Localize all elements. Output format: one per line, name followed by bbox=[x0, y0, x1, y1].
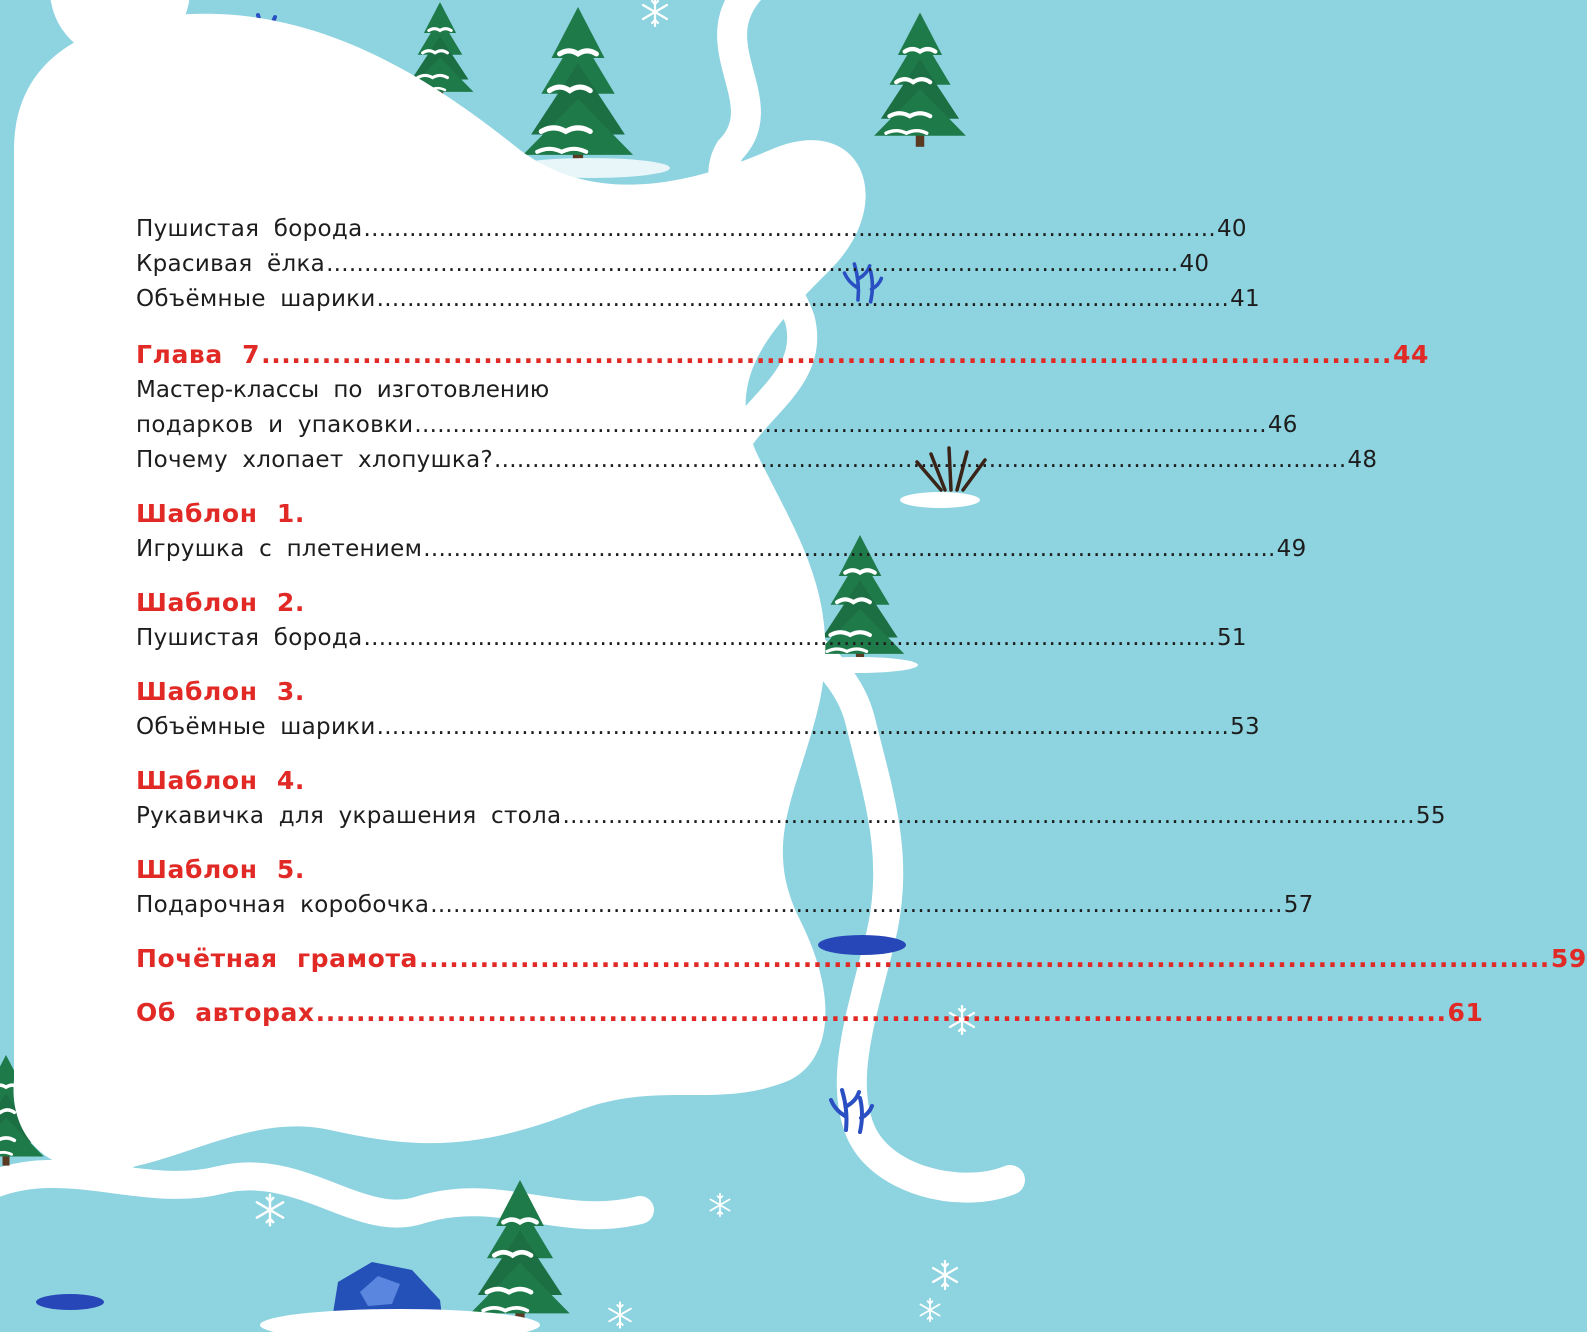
toc-leader-dots: ................................................................................................................ bbox=[261, 340, 1392, 369]
toc-entry-title: Игрушка с плетением bbox=[136, 536, 423, 562]
toc-page-number: 51 bbox=[1216, 625, 1247, 651]
toc-leader-dots: ................................................................................................................ bbox=[419, 944, 1550, 973]
toc-page-number: 44 bbox=[1392, 340, 1429, 369]
toc-page-number: 59 bbox=[1550, 944, 1587, 973]
toc-entry-title: Объёмные шарики bbox=[136, 714, 376, 740]
toc-entry-cracker[interactable] bbox=[136, 443, 1378, 478]
toc-page-number: 49 bbox=[1276, 536, 1307, 562]
toc-page-number: 48 bbox=[1347, 447, 1378, 473]
toc-chapter-title: Глава 7 bbox=[136, 340, 261, 369]
toc-chapter-title: Почётная грамота bbox=[136, 944, 419, 973]
toc-leader-dots: ................................................................................................................ bbox=[414, 412, 1267, 438]
toc-entry-fluffy-beard-2[interactable] bbox=[136, 621, 1247, 656]
toc-template-3-heading[interactable]: Шаблон 3. bbox=[136, 677, 305, 706]
toc-entry-title: Рукавичка для украшения стола bbox=[136, 803, 562, 829]
toc-leader-dots: ................................................................................................................ bbox=[423, 536, 1276, 562]
toc-page-number: 61 bbox=[1447, 998, 1484, 1027]
toc-diploma[interactable] bbox=[136, 941, 1587, 977]
toc-page-number: 53 bbox=[1230, 714, 1260, 740]
toc-template-1-heading[interactable]: Шаблон 1. bbox=[136, 499, 305, 528]
toc-leader-dots: ................................................................................................................ bbox=[363, 625, 1216, 651]
toc-page-number: 40 bbox=[1216, 216, 1247, 242]
toc-entry-title: Пушистая борода bbox=[136, 216, 363, 242]
toc-leader-dots: ................................................................................................................ bbox=[430, 892, 1283, 918]
toc-leader-dots: ................................................................................................................ bbox=[562, 803, 1415, 829]
toc-leader-dots: ................................................................................................................ bbox=[376, 286, 1230, 312]
toc-entry-masterclass-line1[interactable]: Мастер-классы по изготовлению bbox=[136, 377, 550, 403]
toc-leader-dots: ................................................................................................................ bbox=[315, 998, 1447, 1027]
toc-page-number: 55 bbox=[1415, 803, 1446, 829]
table-of-contents bbox=[136, 212, 1587, 1031]
toc-entry-masterclass-line2[interactable] bbox=[136, 408, 1298, 443]
toc-page-number: 46 bbox=[1267, 412, 1298, 438]
toc-entry-title: Красивая ёлка bbox=[136, 251, 326, 277]
toc-template-2-heading[interactable]: Шаблон 2. bbox=[136, 588, 305, 617]
toc-entry-title: Объёмные шарики bbox=[136, 286, 376, 312]
toc-chapter-7[interactable] bbox=[136, 337, 1429, 373]
toc-page-number: 41 bbox=[1230, 286, 1260, 312]
toc-entry-beautiful-tree[interactable] bbox=[136, 247, 1210, 282]
toc-entry-woven-toy[interactable] bbox=[136, 532, 1307, 567]
toc-entry-title: подарков и упаковки bbox=[136, 412, 414, 438]
toc-about-authors[interactable] bbox=[136, 995, 1484, 1031]
toc-entry-title: Почему хлопает хлопушка? bbox=[136, 447, 494, 473]
toc-page-number: 40 bbox=[1179, 251, 1210, 277]
toc-page-number: 57 bbox=[1283, 892, 1314, 918]
toc-entry-volume-balls-2[interactable] bbox=[136, 710, 1260, 745]
toc-entry-volume-balls[interactable] bbox=[136, 282, 1260, 317]
toc-entry-gift-box[interactable] bbox=[136, 888, 1314, 923]
toc-leader-dots: ................................................................................................................ bbox=[363, 216, 1216, 242]
toc-template-4-heading[interactable]: Шаблон 4. bbox=[136, 766, 305, 795]
toc-entry-mitten[interactable] bbox=[136, 799, 1446, 834]
toc-leader-dots: ................................................................................................................ bbox=[494, 447, 1347, 473]
toc-chapter-title: Об авторах bbox=[136, 998, 315, 1027]
toc-leader-dots: ................................................................................................................ bbox=[376, 714, 1230, 740]
toc-entry-title: Подарочная коробочка bbox=[136, 892, 430, 918]
toc-leader-dots: ................................................................................................................ bbox=[326, 251, 1179, 277]
toc-entry-title: Пушистая борода bbox=[136, 625, 363, 651]
toc-entry-fluffy-beard[interactable] bbox=[136, 212, 1247, 247]
toc-template-5-heading[interactable]: Шаблон 5. bbox=[136, 855, 305, 884]
